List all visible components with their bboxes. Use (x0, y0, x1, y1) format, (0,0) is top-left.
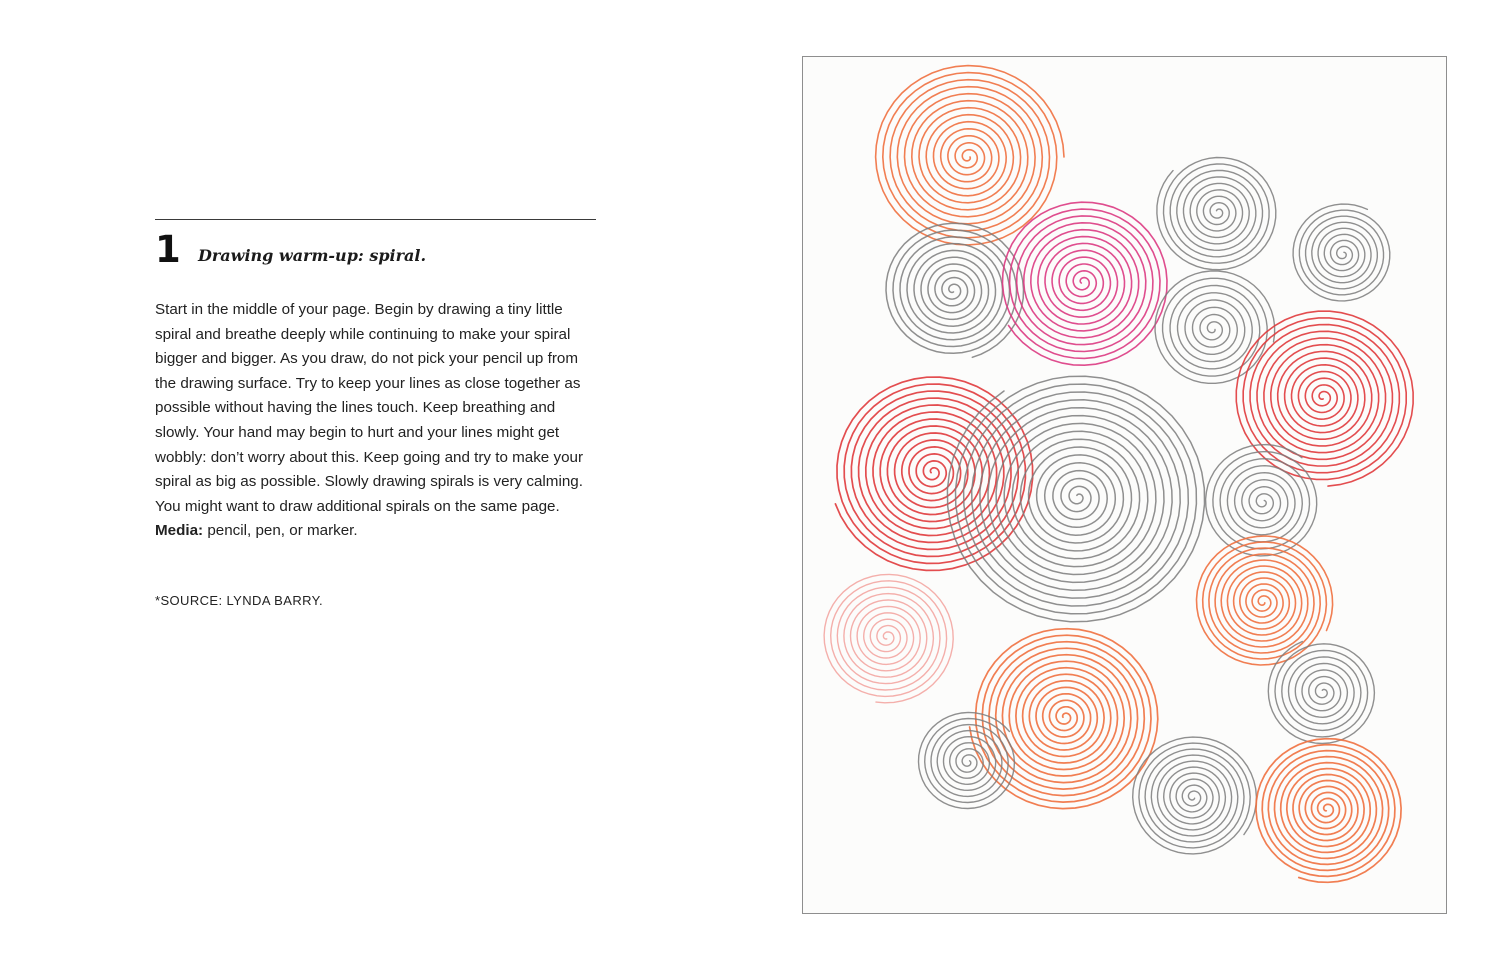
red-spiral (1236, 311, 1413, 486)
red-spiral (835, 377, 1032, 570)
light-pink-spiral (824, 574, 953, 702)
media-value: pencil, pen, or marker. (207, 522, 358, 540)
spiral-illustration (802, 56, 1447, 914)
coral-spiral (970, 629, 1158, 809)
exercise-title: Drawing warm-up: spiral. (198, 246, 427, 265)
media-label: Media: (155, 522, 204, 540)
exercise-heading (155, 228, 596, 272)
graphite-spiral (1157, 158, 1276, 270)
section-divider (155, 219, 596, 220)
exercise-description (155, 298, 601, 544)
graphite-spiral (947, 376, 1204, 622)
pink-spiral (1003, 202, 1168, 365)
exercise-number: 1 (155, 228, 181, 271)
spiral-drawing (803, 57, 1447, 914)
graphite-spiral (919, 712, 1015, 808)
graphite-spiral (1206, 445, 1317, 556)
source-credit: *SOURCE: LYNDA BARRY. (155, 593, 324, 608)
exercise-body: Start in the middle of your page. Begin by drawing a tiny little spiral and breathe deeply while continuing to make your spiral bigger and bigger. As you draw, do not pick your pencil up from the drawing surface. Try to keep your lines as close together as possible without having the lines touch. Keep breathing and slowly. Your hand may begin to hurt and your lines might get wobbly: don’t worry about this. Keep going and try to make your spiral as big as possible. Slowly drawing spirals is very calming. You might want to draw additional spirals on the same page. (155, 301, 584, 515)
graphite-spiral (1133, 737, 1257, 854)
coral-spiral (1256, 739, 1401, 883)
graphite-spiral (1293, 204, 1390, 301)
graphite-spiral (1268, 642, 1374, 744)
